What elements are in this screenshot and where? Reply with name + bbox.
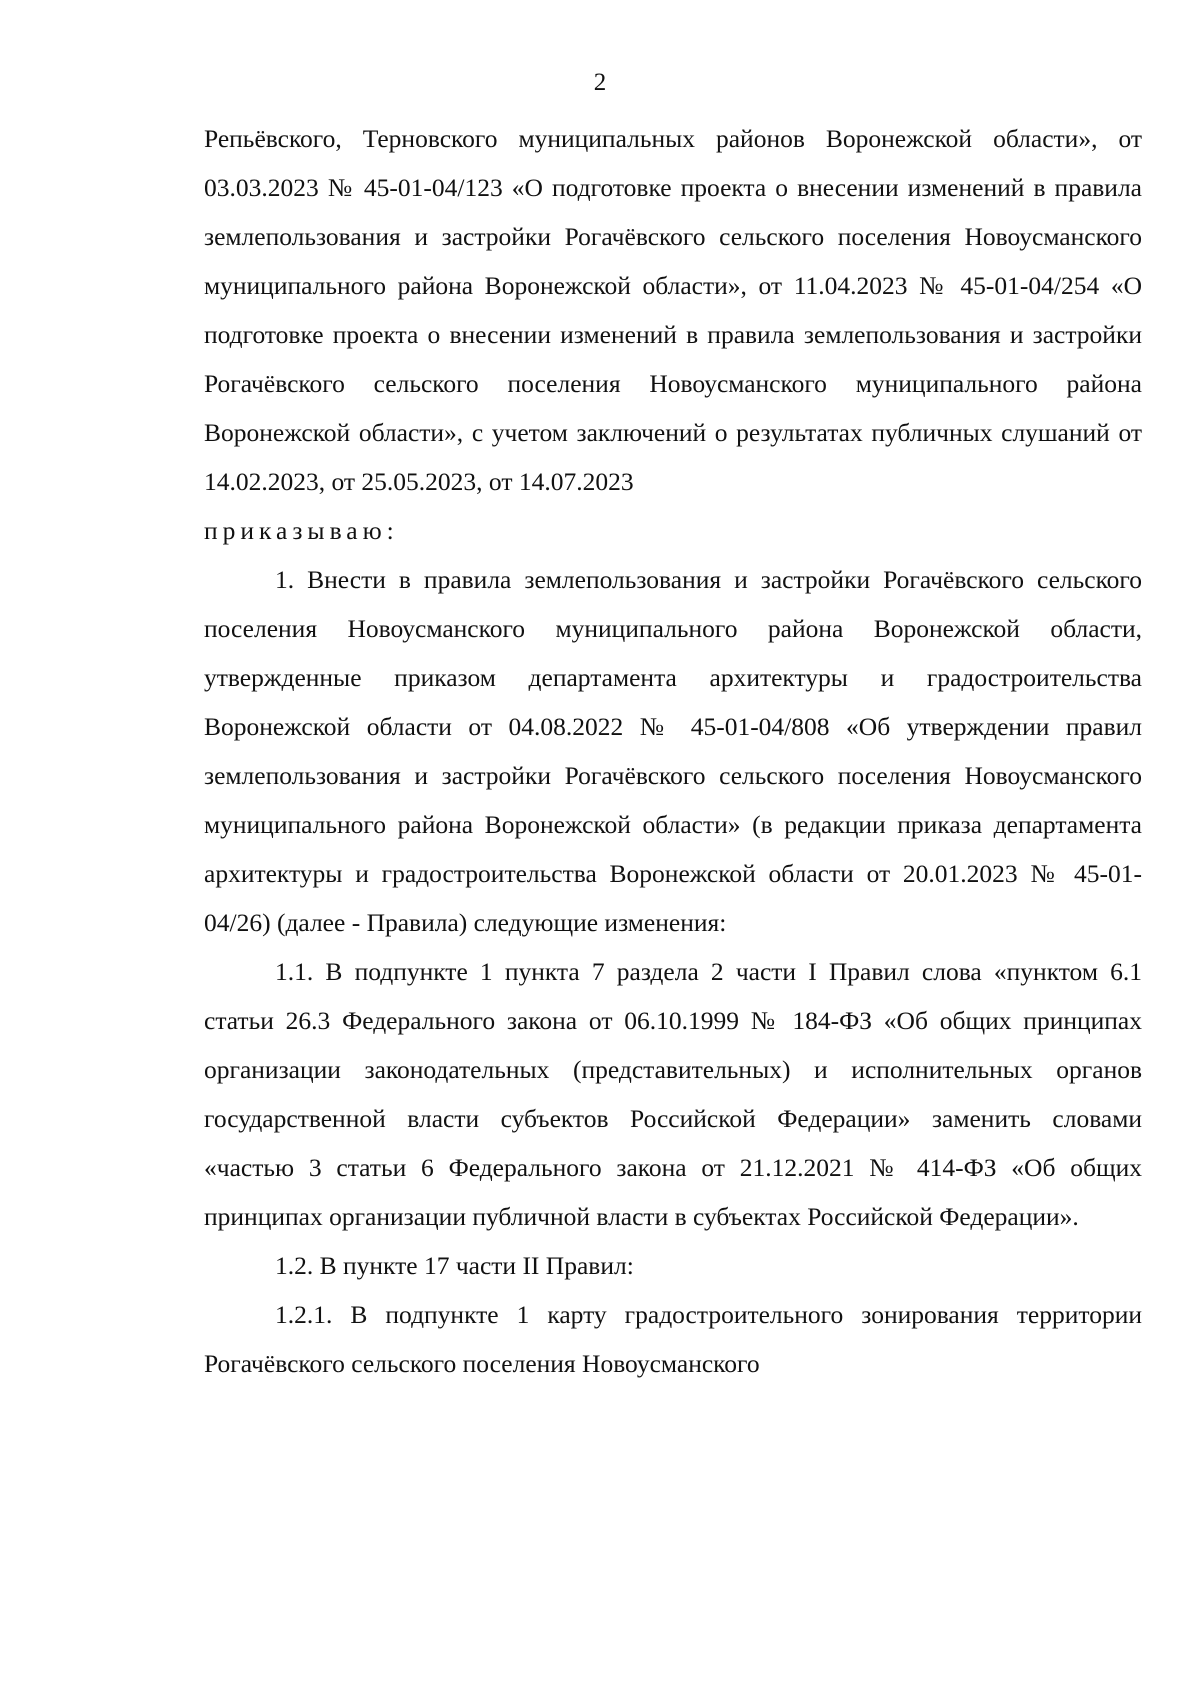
order-word: приказываю: [204, 516, 399, 545]
document-body [204, 114, 1142, 1388]
item-1-1: 1.1. В подпункте 1 пункта 7 раздела 2 части I Правил слова «пунктом 6.1 статьи 26.3 Федерального закона от 06.10.1999 № 184-ФЗ «Об общих принципах организации законодательных (представительных) и исполнительных органов государственной власти субъектов Российской Федерации» заменить словами «частью 3 статьи 6 Федерального закона от 21.12.2021 № 414-ФЗ «Об общих принципах организации публичной власти в субъектах Российской Федерации». [204, 957, 1142, 1231]
item-1-2-1: 1.2.1. В подпункте 1 карту градостроительного зонирования территории Рогачёвского сельского поселения Новоусманского [204, 1300, 1142, 1378]
item-1: 1. Внести в правила землепользования и застройки Рогачёвского сельского поселения Новоусманского муниципального района Воронежской области, утвержденные приказом департамента архитектуры и градостроительства Воронежской области от 04.08.2022 № 45-01-04/808 «Об утверждении правил землепользования и застройки Рогачёвского сельского поселения Новоусманского муниципального района Воронежской области» (в редакции приказа департамента архитектуры и градостроительства Воронежской области от 20.01.2023 № 45-01-04/26) (далее - Правила) следующие изменения: [204, 565, 1142, 937]
item-1-2: 1.2. В пункте 17 части II Правил: [275, 1251, 634, 1280]
intro-paragraph: Репьёвского, Терновского муниципальных районов Воронежской области», от 03.03.2023 № 45-01-04/123 «О подготовке проекта о внесении изменений в правила землепользования и застройки Рогачёвского сельского поселения Новоусманского муниципального района Воронежской области», от 11.04.2023 № 45-01-04/254 «О подготовке проекта о внесении изменений в правила землепользования и застройки Рогачёвского сельского поселения Новоусманского муниципального района Воронежской области», с учетом заключений о результатах публичных слушаний от 14.02.2023, от 25.05.2023, от 14.07.2023 [204, 124, 1142, 496]
page-number: 2 [593, 69, 607, 96]
